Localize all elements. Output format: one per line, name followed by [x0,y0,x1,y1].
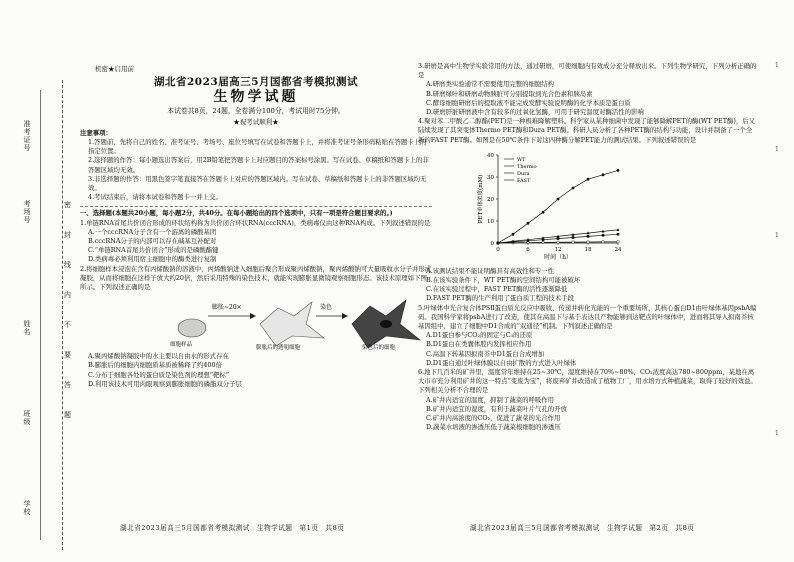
binding-gutter [0,80,78,550]
seal-line [62,80,63,550]
y-tick-label: 0 [490,240,494,247]
label-after: 染色后的细胞 [362,345,396,351]
option-a: A.一个cccRNA分子含有一个游离的磷酸基团 [88,227,217,236]
option-b: B.D1蛋白在类囊体腔内发挥相应作用 [426,340,532,349]
option-c: C.“单链RNA首尾共价闭合”形成的是磷酸酯键 [88,246,219,255]
point-fast [557,197,560,200]
pet-chart-svg [458,147,658,265]
footer-page-2: 湖北省2023届高三5月国都省考模拟测试 生物学试题 第2页 共8页 [470,524,695,532]
option-d: D.研磨肝脏研磨液中含有较多的过氧化氢酶，可用于研究温度对酶活性的影响 [426,108,644,117]
question-stem: 4.聚对苯二甲酸乙二醇酯(PET)是一种极难降解塑料。科学家从某种细菌中发现了能够降解PET的酶(WT PET酶)，后又陆续发现了其突变体Thermo PET酶和Dura PET酶。科研人员分析了各种PET酶的结构与功能，设计并制备了一个全新的FAST PET酶。如图是在50℃条件下对这四种酶分解PET能力的测试结果。下列叙述错误的是 [418,117,756,144]
option-b: B.在该实验条件下，WT PET酶的空间结构可能被破坏 [426,276,581,285]
small-cell [178,319,206,337]
label-stain: 染色 [320,304,333,312]
point-fast [587,178,590,181]
x-tick-label: 12 [554,246,562,253]
point-thermo [587,235,590,238]
point-wt [557,241,560,244]
option-c: C.在该实验过程中，FAST PET酶的活性逐渐降低 [426,285,568,294]
notes-heading: 注意事项： [80,128,112,137]
question-stem: 1.单链RNA首尾共价闭合形成的环状结构称为共价闭合环状RNA(cccRNA)，类病毒仅由这种RNA构成。下列叙述错误的是 [80,218,431,227]
question-stem: 3.研磨是高中生物学实验常用的方法，通过研磨，可使细胞内有效成分充分释放出来。下列生物学研究，下列分析正确的是 [418,62,757,80]
y-tick-label: 10 [487,218,494,225]
option-b: B.cccRNA分子的内部可以存在碱基互补配对 [88,237,217,246]
footer-page-1: 湖北省2023届高三5月国都省考模拟测试 生物学试题 第1页 共8页 [120,524,345,532]
x-axis-label: 时间（h） [544,253,572,261]
point-fast [602,173,605,176]
section-heading: 一、选择题(本题共20小题，每小题2分，共40分。在每小题给出的四个选项中，只有一项是符合题目要求的。) [80,209,393,218]
label-expand: 膨胀~20× [212,304,242,312]
point-wt [617,240,620,243]
point-thermo [617,233,620,236]
legend-entry: Thermo [517,163,537,170]
page-1 [80,58,432,389]
option-a: A.D1蛋白参与CO₂的固定与C₃的还原 [426,331,533,340]
expanded-clear-cell [260,302,324,346]
point-fast [497,241,500,244]
option-b: B.研磨绿叶和研磨动物胰脏可分别提取到光合色素和胰岛素 [426,89,593,98]
note-item: 4.考试结束后，请将本试卷和答题卡一并上交。 [88,193,222,202]
option-d: D.D1蛋白通过叶绿体膜以自由扩散的方式进入叶绿体 [426,358,577,367]
x-tick-label: 18 [584,246,592,253]
option-a: A.矿井内适宜的温度，抑制了蔬菜的呼吸作用 [426,395,555,404]
option-b: B.膨胀后的细胞内细胞质基质被稀释了约400倍 [88,361,222,370]
good-luck: ★祝考试顺利★ [233,117,279,126]
point-thermo [557,237,560,240]
point-fast [512,233,515,236]
page-2 [418,62,758,432]
point-thermo [572,236,575,239]
subject-title: 生物学试题 [213,89,299,106]
gutter-label-room: 考场号 [23,200,31,224]
legend-entry: WT [517,156,526,163]
point-fast [527,222,530,225]
question-stem: 5.叶绿体中光合复合体PSⅡ蛋白质光反应中吸收、传递并转化光能的一个重要场所，其核心蛋白D1由叶绿体基因psbA编码。我国科学家将psbA进行了改造，使其在高温下与基于表达且产物能够到达靶点的叶绿体中，进而将其导入拟南芥核基因组中，建立了细胞中D1合成的“双通径”机制。下列叙述正确的是 [418,303,757,331]
seal-char: 要 [64,351,71,359]
option-d: D.类病毒必须利用宿主细胞中的酶类进行复制 [88,255,217,264]
edge-mark: 1 [775,62,779,69]
option-c: C.酵母细胞研磨后的提取液不能完成发酵实验说明酶的化学本质是蛋白质 [426,98,631,107]
note-item: 3.非选择题的作答：用黑色签字笔直接答在答题卡上对应的答题区域内。写在试卷、草稿纸和答题卡上的非答题区域均无效。 [88,174,427,193]
option-a: A.该测试结果不能证明酶具有高效性和专一性 [426,266,555,275]
point-fast [617,169,620,172]
gutter-label-ticket: 准考证号 [23,120,31,152]
edge-mark: 1 [775,430,779,437]
seal-char: 内 [64,291,71,299]
note-item: 2.选择题的作答：每小题选出答案后，用2B铅笔把答题卡上对应题目的答案标号涂黑。写在试卷、草稿纸和答题卡上的非答题区域均无效。 [88,156,429,174]
seal-char: 线 [64,261,71,269]
gutter-label-class: 班级 [23,410,31,426]
seal-char: 不 [64,321,71,329]
gutter-box-line [40,90,41,540]
question-stem: 2.将细胞样本浸泡在含有丙烯酸钠的溶液中，丙烯酸钠进入细胞后聚合形成聚丙烯酸钠，聚丙烯酸钠可大量吸收水分子并形成凝胶，从而将细胞在这样子放大约20倍，然后采用特殊的染色技术，就能实现膨胀显微镜观察细胞形态。该技术原理如下图所示。下列叙述正确的是 [80,264,432,292]
seal-char: 答 [64,381,71,389]
cell-figure-svg [80,294,432,350]
option-d: D.FAST PET酶的生产利用了蛋白质工程的技术手段 [426,294,574,303]
y-tick-label: 20 [487,196,494,203]
arrow-head [342,313,348,319]
label-before: 膨胀后的透明细胞 [256,345,301,351]
option-b: B.矿井内适宜的湿度，有利于蔬菜叶片气孔的开放 [426,404,567,413]
point-thermo [602,234,605,237]
seal-char: 密 [64,201,71,209]
gutter-label-school: 学校 [23,500,31,516]
legend-entry: Dura [517,170,530,177]
x-tick-label: 6 [526,246,530,253]
option-d: D.利用该技术可用肉眼观察到膨胀细胞的磷脂双分子层 [88,379,242,388]
option-c: C.分布于细胞各处的蛋白质是染色剂的理想“靶标” [88,370,230,379]
edge-mark: 1 [775,232,779,239]
x-tick-label: 0 [496,246,500,253]
note-item: 1.答题前，先将自己的姓名、准考证号、考场号、座位号填写在试卷和答题卡上，并将准考证号条形码粘贴在答题卡上的指定位置。 [88,138,427,156]
legend-entry: FAST [517,177,531,184]
seal-char: 题 [64,411,71,419]
confidential-tag: 机密★启用前 [95,65,134,73]
y-tick-label: 40 [487,152,494,159]
point-wt [542,241,545,244]
series-line-fast [498,170,618,243]
y-tick-label: 30 [487,174,494,181]
exam-title: 湖北省2023届高三5月国都省考模拟测试 [153,76,359,88]
pet-chart [418,147,758,265]
arrow-head [250,313,256,319]
gutter-label-name: 姓名 [23,320,31,336]
label-gel: 细胞样品 [170,342,193,349]
option-a: A.聚丙烯酸钠凝胶中的水主要以自由水的形式存在 [88,352,229,361]
question-stem: 6.地下几百米的矿井里，温度常年维持在25~30℃，湿度维持在70%~80%，CO₂浓度高达780~800ppm，某地在离大市市充分利用矿井的这一特点“变废为宝”，将废弃矿井改造成了植物工厂，用水培方式种植蔬菜，取得了较好的效益。下列相关分析不合理的是 [418,368,757,395]
option-a: A.研磨类实验通常不需要使用完整的细胞结构 [426,80,555,89]
point-wt [572,241,575,244]
option-c: C.高温下转基因拟南芥中D1蛋白合成增加 [426,349,545,358]
cell-expansion-figure [80,294,432,350]
stained-nucleus [380,320,392,328]
point-wt [602,240,605,243]
divider [80,206,432,207]
exam-info: 本试卷共8页，24题，全卷满分100分，考试用时75分钟。 [167,107,345,116]
point-wt [587,241,590,244]
x-tick-label: 24 [614,246,622,253]
seal-char: 封 [64,231,71,239]
edge-mark: 1 [775,146,779,153]
option-c: C.矿井内高浓度的CO₂，促进了蔬菜的光合作用 [426,414,561,423]
point-fast [542,211,545,214]
option-d: D.蔬菜水培液的渗透压低于蔬菜根细胞的渗透压 [426,423,561,432]
y-axis-label: PET单体浓度(mM) [478,174,484,224]
point-fast [572,186,575,189]
